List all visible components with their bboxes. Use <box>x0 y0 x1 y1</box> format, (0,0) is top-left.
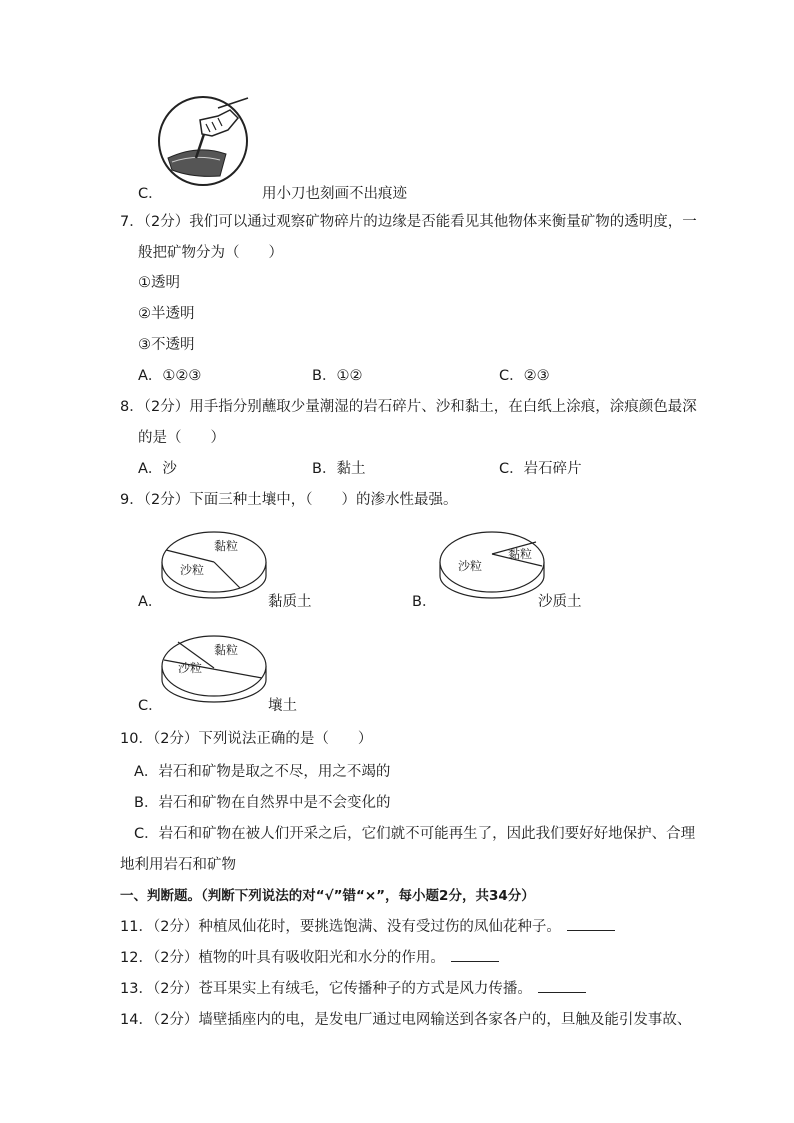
knife-scratch-illustration <box>158 96 258 192</box>
q13-text: 13．（2分）苍耳果实上有绒毛，它传播种子的方式是风力传播。 <box>120 981 532 997</box>
q9-option-c-letter: C． <box>138 698 163 714</box>
q7-option-b: B．①② <box>312 368 363 384</box>
pie-loam <box>158 626 270 712</box>
q11-answer-blank[interactable] <box>567 918 615 931</box>
q12 <box>120 946 499 967</box>
q6-option-c-letter: C． <box>138 186 163 202</box>
pie-a-sand-label: 沙粒 <box>180 563 205 577</box>
q8-option-b: B．黏土 <box>312 461 366 477</box>
q10-option-c-line1: C．岩石和矿物在被人们开采之后，它们就不可能再生了，因此我们要好好地保护、合理 <box>134 826 696 842</box>
q6-option-c-text: 用小刀也刻画不出痕迹 <box>262 186 407 202</box>
q7-option-a: A．①②③ <box>138 368 202 384</box>
q11 <box>120 915 615 936</box>
q10-stem: 10．（2分）下列说法正确的是（ ） <box>120 731 373 747</box>
pie-b-clay-label: 黏粒 <box>508 547 533 561</box>
q9-option-b-name: 沙质土 <box>538 594 582 610</box>
q9-option-a-letter: A． <box>138 594 163 610</box>
q9-option-c-name: 壤土 <box>268 698 297 714</box>
q7-item-3: ③不透明 <box>138 337 195 353</box>
q8-stem-line2: 的是（ ） <box>138 430 225 446</box>
q12-text: 12．（2分）植物的叶具有吸收阳光和水分的作用。 <box>120 950 445 966</box>
pie-c-sand-label: 沙粒 <box>178 661 203 675</box>
q7-item-2: ②半透明 <box>138 306 195 322</box>
q14-line1: 14．（2分）墙壁插座内的电，是发电厂通过电网输送到各家各户的，旦触及能引发事故、 <box>120 1012 692 1028</box>
section-heading: 一、判断题。（判断下列说法的对“√”错“×”，每小题2分，共34分） <box>120 888 535 904</box>
q8-option-a: A．沙 <box>138 461 177 477</box>
q7-stem-line2: 般把矿物分为（ ） <box>138 245 283 261</box>
q13 <box>120 977 586 998</box>
pie-b-sand-label: 沙粒 <box>458 559 483 573</box>
q7-item-1: ①透明 <box>138 275 180 291</box>
q7-option-c: C．②③ <box>499 368 550 384</box>
q7-stem-line1: 7．（2分）我们可以通过观察矿物碎片的边缘是否能看见其他物体来衡量矿物的透明度，一 <box>120 214 697 230</box>
pie-sandy-soil <box>436 522 548 608</box>
q12-answer-blank[interactable] <box>451 949 499 962</box>
q8-option-c: C．岩石碎片 <box>499 461 582 477</box>
q11-text: 11．（2分）种植凤仙花时，要挑选饱满、没有受过伤的凤仙花种子。 <box>120 919 561 935</box>
q10-option-b: B．岩石和矿物在自然界中是不会变化的 <box>134 795 391 811</box>
pie-clay-soil <box>158 522 270 608</box>
q13-answer-blank[interactable] <box>538 980 586 993</box>
pie-c-clay-label: 黏粒 <box>214 643 239 657</box>
q9-stem: 9．（2分）下面三种土壤中，（ ）的渗水性最强。 <box>120 492 458 508</box>
pie-a-clay-label: 黏粒 <box>214 539 239 553</box>
q9-option-a-name: 黏质土 <box>268 594 312 610</box>
q10-option-c-line2: 地利用岩石和矿物 <box>120 857 236 873</box>
q8-stem-line1: 8．（2分）用手指分别蘸取少量潮湿的岩石碎片、沙和黏土，在白纸上涂痕，涂痕颜色最深 <box>120 399 697 415</box>
q9-option-b-letter: B． <box>412 594 437 610</box>
q10-option-a: A．岩石和矿物是取之不尽，用之不竭的 <box>134 764 391 780</box>
